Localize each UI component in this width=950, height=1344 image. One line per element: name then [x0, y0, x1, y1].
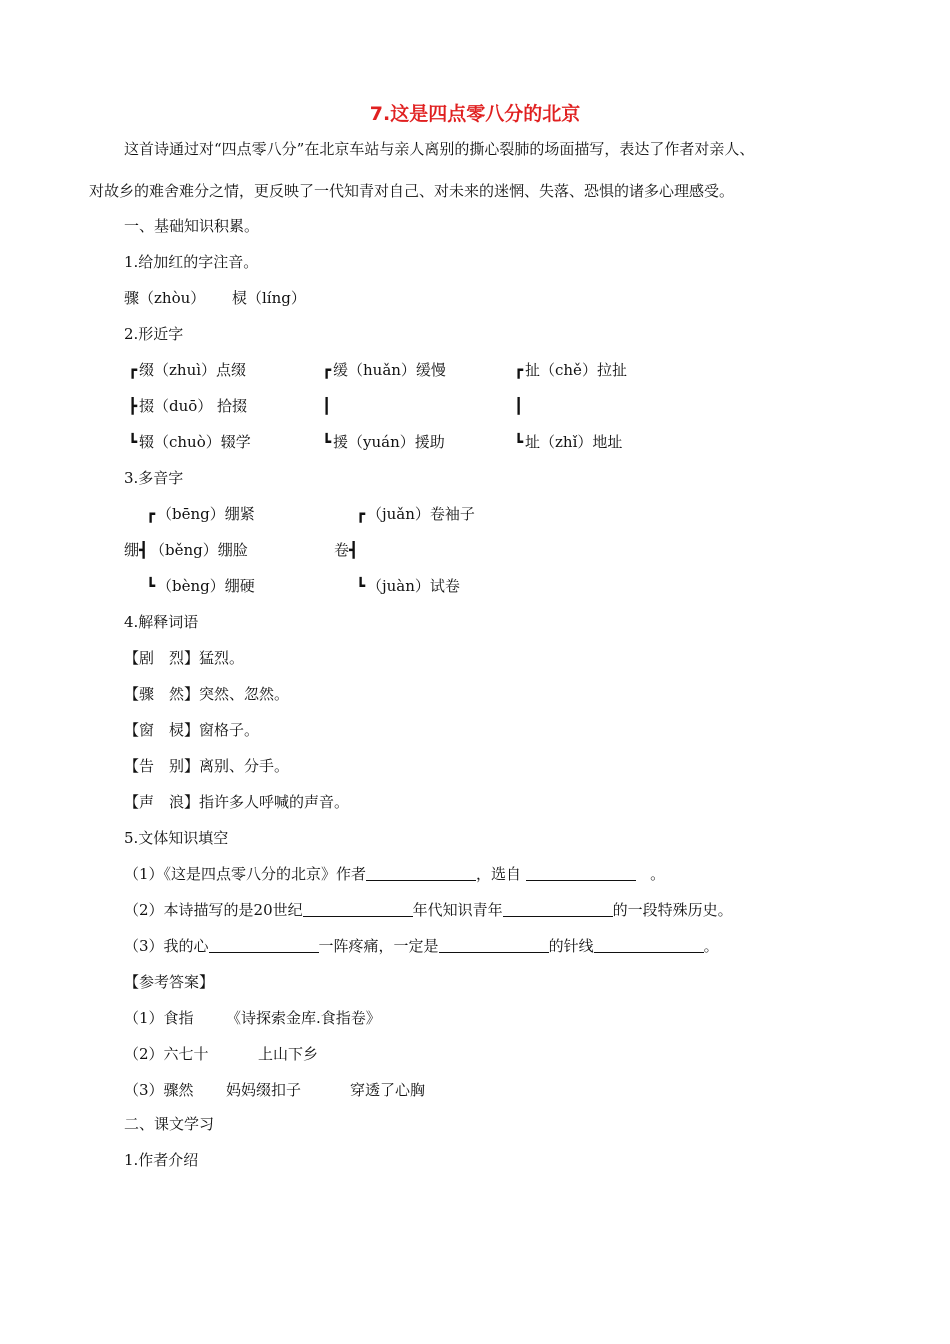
q5-label: 5.文体知识填空 — [124, 829, 229, 847]
intro-line-2: 对故乡的难舍难分之情，更反映了一代知青对自己、对未来的迷惘、失落、恐惧的诸多心理感受。 — [89, 182, 735, 200]
q5-line-1: （1）《这是四点零八分的北京》作者 ，选自 。 — [124, 865, 666, 883]
q2-col3-row3: ┗ 址（zhǐ）地址 — [514, 433, 623, 451]
answer-2-a: （2）六七十 — [124, 1045, 209, 1063]
q5-line-3: （3）我的心 一阵疼痛，一定是 的针线 。 — [124, 937, 719, 955]
q2-col2-row1: ┏ 缓（huǎn）缓慢 — [322, 361, 446, 379]
q2-col2-row3: ┗ 援（yuán）援助 — [322, 433, 445, 451]
q4-item-1: 【剧 烈】猛烈。 — [124, 649, 245, 667]
q1-item-1: 骤（zhòu） — [124, 289, 206, 307]
answer-2-b: 上山下乡 — [258, 1045, 319, 1063]
q3-c2-row1: ┏ （juǎn）卷袖子 — [356, 505, 475, 523]
q4-item-4: 【告 别】离别、分手。 — [124, 757, 290, 775]
answer-1-a: （1）食指 — [124, 1009, 194, 1027]
q4-item-2: 【骤 然】突然、忽然。 — [124, 685, 290, 703]
document-title: 7.这是四点零八分的北京 — [369, 103, 581, 125]
q2-col2-bar: ┃ — [322, 397, 332, 415]
q4-item-3: 【窗 棂】窗格子。 — [124, 721, 260, 739]
answers-heading: 【参考答案】 — [124, 973, 215, 991]
q4-label: 4.解释词语 — [124, 613, 199, 631]
s2-q1-label: 1.作者介绍 — [124, 1151, 199, 1169]
q2-label: 2.形近字 — [124, 325, 184, 343]
q2-col1-row1: ┏ 缀（zhuì）点缀 — [128, 361, 247, 379]
q2-col3-row1: ┏ 扯（chě）拉扯 — [514, 361, 627, 379]
answer-1-b: 《诗探索金库.食指卷》 — [226, 1009, 381, 1027]
q5-line-2: （2）本诗描写的是20世纪 年代知识青年 的一段特殊历史。 — [124, 901, 733, 919]
q1-item-2: 棂（líng） — [232, 289, 306, 307]
answer-3-a: （3）骤然 — [124, 1081, 194, 1099]
q2-col1-row3: ┗ 辍（chuò）辍学 — [128, 433, 251, 451]
q3-c2-row3: ┗ （juàn）试卷 — [356, 577, 460, 595]
q2-col3-bar: ┃ — [514, 397, 524, 415]
q2-col1-row2: ┣ 掇（duō） 拾掇 — [128, 397, 248, 415]
answer-3-c: 穿透了心胸 — [350, 1081, 426, 1099]
section-2-heading: 二、课文学习 — [124, 1115, 215, 1133]
section-1-heading: 一、基础知识积累。 — [124, 217, 260, 235]
q3-c2-row2: 卷┫ — [334, 541, 359, 559]
q3-c1-row1: ┏ （bēng）绷紧 — [146, 505, 255, 523]
q4-item-5: 【声 浪】指许多人呼喊的声音。 — [124, 793, 350, 811]
answer-3-b: 妈妈缀扣子 — [226, 1081, 302, 1099]
intro-line-1: 这首诗通过对“四点零八分”在北京车站与亲人离别的撕心裂肺的场面描写，表达了作者对亲人、 — [124, 140, 755, 158]
q1-label: 1.给加红的字注音。 — [124, 253, 259, 271]
q3-c1-row2: 绷┫ （běng）绷脸 — [124, 541, 248, 559]
q3-c1-row3: ┗ （bèng）绷硬 — [146, 577, 255, 595]
q3-label: 3.多音字 — [124, 469, 184, 487]
